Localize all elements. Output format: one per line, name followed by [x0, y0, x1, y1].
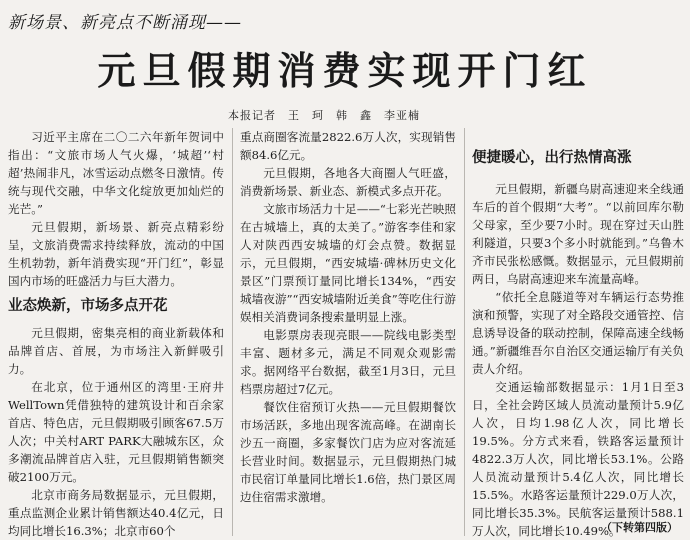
paragraph: 在北京，位于通州区的湾里·王府井WellTown凭借独特的建筑设计和百余家首店、特色店，元旦假期吸引顾客67.5万人次；中关村ART PARK大融城东区，众多潮流品牌首店入驻，元旦假期销售额突破2100万元。	[8, 380, 224, 484]
paragraph: 文旅市场活力十足——“七彩光芒映照在古城墙上，真的太美了。”游客李佳和家人对陕西西安城墙的灯会点赞。数据显示，元旦假期，“西安城墙·碑林历史文化景区”门票预订量同比增长134%，“西安城墙夜游”“西安城墙附近美食”等吃住行游娱相关消费词条搜索量明显上涨。	[240, 202, 456, 324]
paragraph: 餐饮住宿预订火热——元旦假期餐饮市场活跃，多地出现客流高峰。在湖南长沙五一商圈，多家餐饮门店为应对客流延长营业时间。数据显示，元旦假期热门城市民宿订单量同比增长1.6倍，热门景区周边住宿需求激增。	[240, 400, 456, 504]
paragraph: 北京市商务局数据显示，元旦假期，重点监测企业累计销售额达40.4亿元，日均同比增长16.3%；北京市60个	[8, 488, 224, 538]
paragraph: 元旦假期，新疆乌尉高速迎来全线通车后的首个假期“大考”。“以前回库尔勒父母家，至少要7小时。现在穿过天山胜利隧道，只要3个多小时就能到。”乌鲁木齐市民张松感慨。数据显示，元旦假期前两日，乌尉高速迎来车流量高峰。	[472, 182, 684, 286]
paragraph: 电影票房表现亮眼——院线电影类型丰富、题材多元，满足不同观众观影需求。据网络平台数据，截至1月3日，元旦档票房超过7亿元。	[240, 328, 456, 396]
kicker-line: 新场景、新亮点不断涌现——	[8, 13, 242, 33]
paragraph: 元旦假期，新场景、新亮点精彩纷呈，文旅消费需求持续释放，流动的中国生机勃勃，新年消费实现“开门红”，彰显国内市场的旺盛活力与巨大潜力。	[8, 220, 224, 288]
paragraph: 元旦假期，密集亮相的商业新载体和品牌首店、首展，为市场注入新鲜吸引力。	[8, 326, 224, 376]
column-divider	[232, 128, 233, 536]
section-heading: 业态焕新，市场多点开花	[8, 298, 168, 314]
column-divider	[464, 128, 465, 536]
byline: 本报记者 王 珂 韩 鑫 李亚楠	[228, 109, 420, 122]
paragraph: 元旦假期，各地各大商圈人气旺盛，消费新场景、新业态、新模式多点开花。	[240, 166, 456, 198]
article-column-2	[240, 128, 456, 536]
continued-on-page-note: （下转第四版）	[601, 521, 678, 534]
paragraph: 交通运输部数据显示：1月1日至3日，全社会跨区域人员流动量预计5.9亿人次，日均1.98亿人次，同比增长19.5%。分方式来看，铁路客运量预计4822.3万人次，同比增长53.1%。公路人员流动量预计5.4亿人次，同比增长15.5%。水路客运量预计229.0万人次，同比增长35.3%。民航客运量预计588.1万人次，同比增长10.49%。	[472, 380, 684, 538]
paragraph: 重点商圈客流量2822.6万人次，实现销售额84.6亿元。	[240, 130, 456, 162]
section-heading: 便捷暖心，出行热情高涨	[472, 150, 632, 166]
paragraph: 习近平主席在二〇二六年新年贺词中指出：“文旅市场人气火爆，‘城超’‘村超’热闹非凡，冰雪运动点燃冬日激情。传统与现代交融，中华文化绽放更加灿烂的光芒。”	[8, 130, 224, 216]
headline: 元旦假期消费实现开门红	[97, 49, 593, 93]
paragraph: “依托全息隧道等对车辆运行态势推演和预警，实现了对全路段交通管控、信息诱导设备的联动控制，保障高速全线畅通。”新疆维吾尔自治区交通运输厅有关负责人介绍。	[472, 290, 684, 376]
article-column-1	[8, 128, 224, 536]
